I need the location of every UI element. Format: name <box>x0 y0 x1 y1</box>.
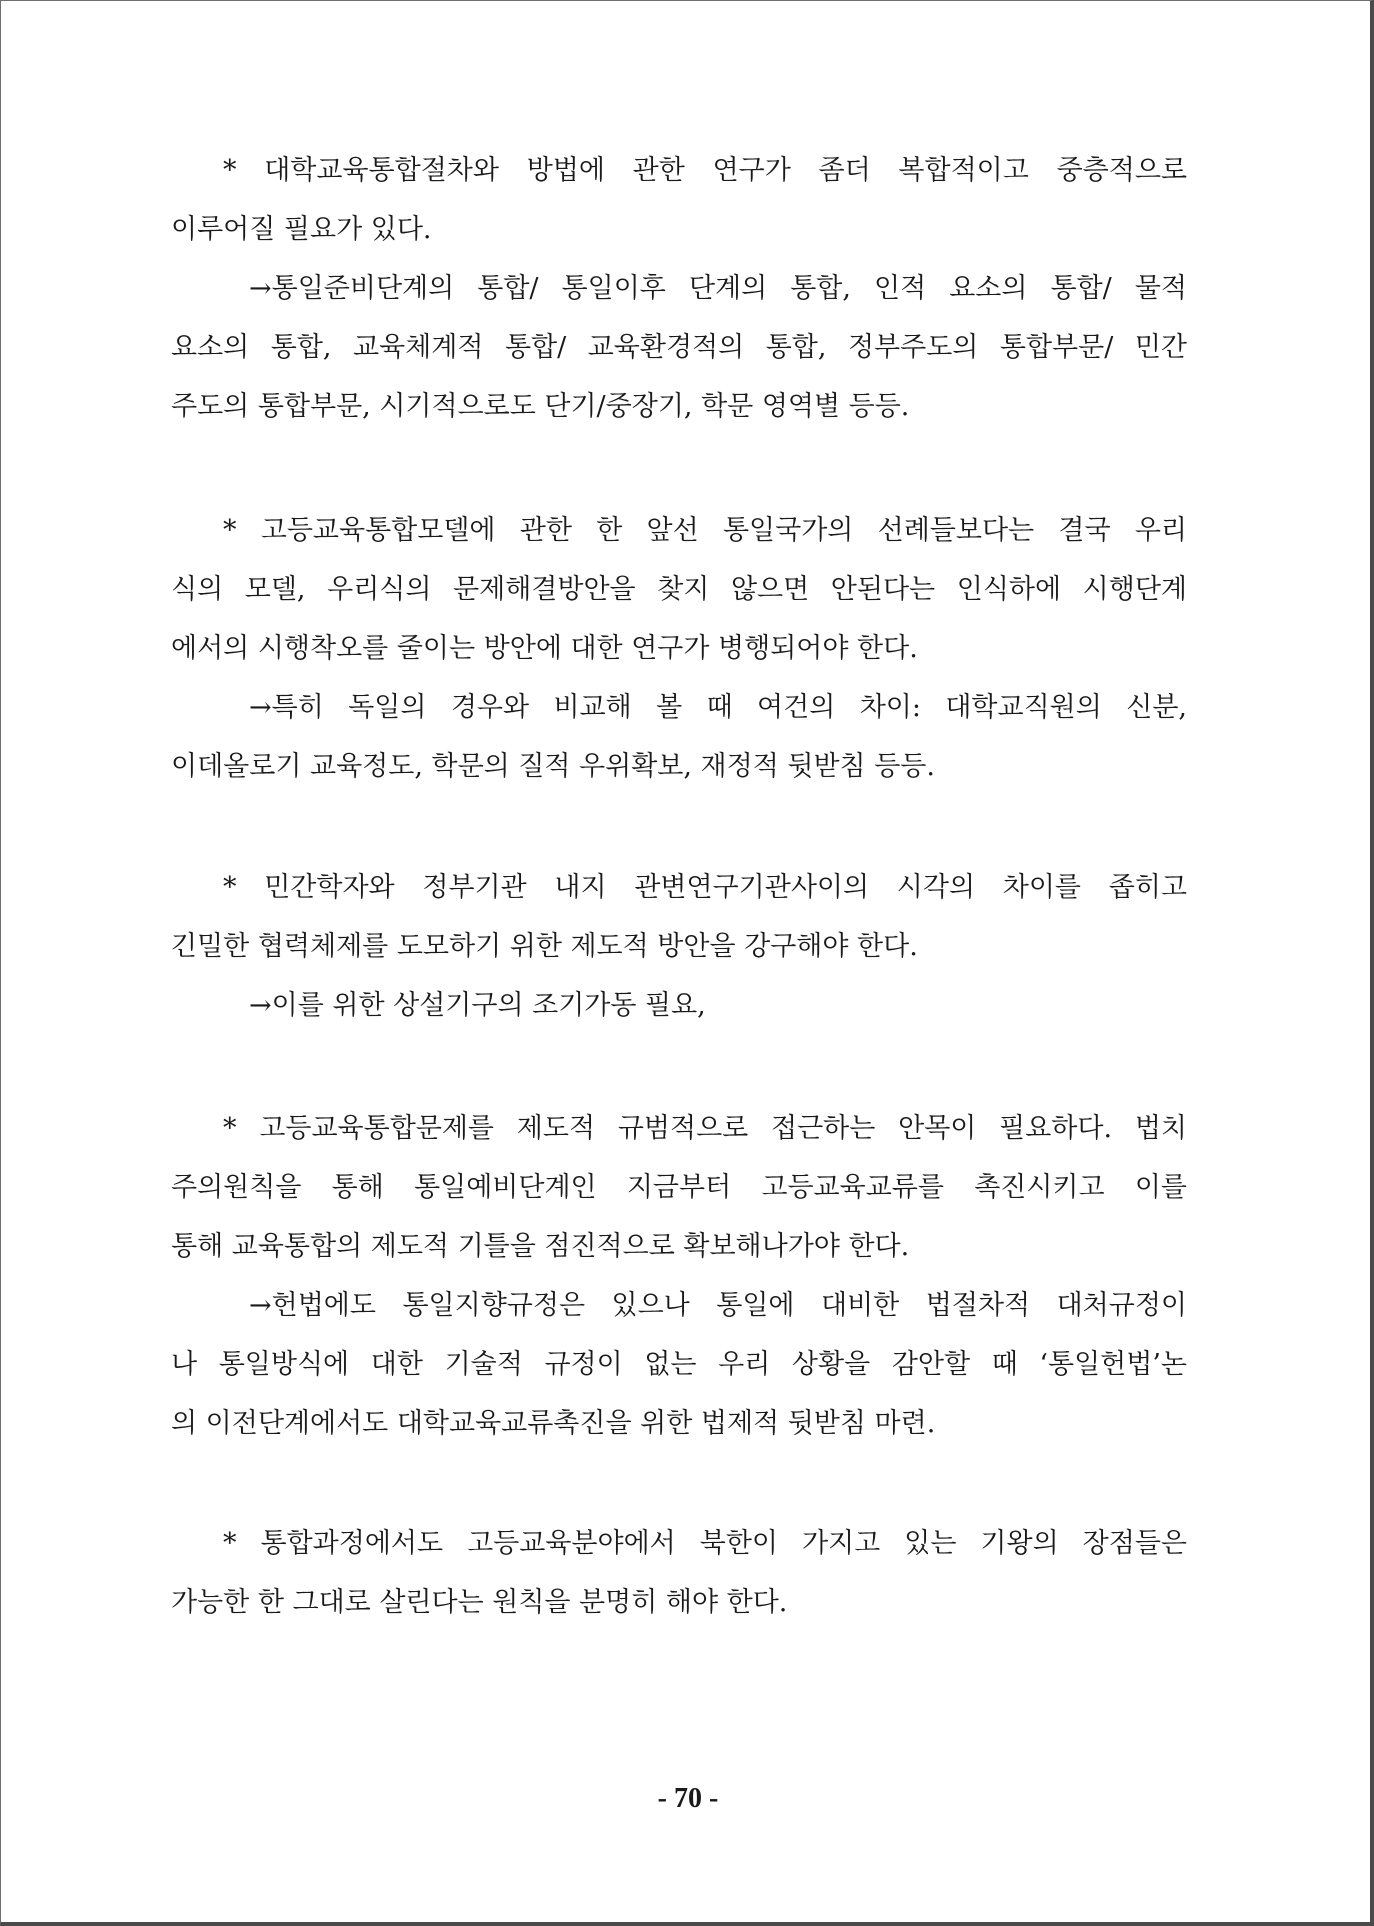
paragraph-2-line-3: 에서의 시행착오를 줄이는 방안에 대한 연구가 병행되어야 한다. <box>171 633 918 664</box>
paragraph-4-line-2: 주의원칙을 통해 통일예비단계인 지금부터 고등교육교류를 촉진시키고 이를 <box>171 1172 1187 1203</box>
paragraph-5-line-2: 가능한 한 그대로 살린다는 원칙을 분명히 해야 한다. <box>171 1587 788 1618</box>
paragraph-1-line-1: * 대학교육통합절차와 방법에 관한 연구가 좀더 복합적이고 중층적으로 <box>223 155 1187 186</box>
paragraph-2-line-1: * 고등교육통합모델에 관한 한 앞선 통일국가의 선례들보다는 결국 우리 <box>223 515 1187 546</box>
paragraph-4-arrow-line-1: →헌법에도 통일지향규정은 있으나 통일에 대비한 법절차적 대처규정이 <box>249 1290 1187 1321</box>
page-number: - 70 - <box>657 1783 719 1814</box>
paragraph-4-arrow-line-3: 의 이전단계에서도 대학교육교류촉진을 위한 법제적 뒷받침 마련. <box>171 1408 936 1439</box>
paragraph-3-line-2: 긴밀한 협력체제를 도모하기 위한 제도적 방안을 강구해야 한다. <box>171 931 918 962</box>
paragraph-2-arrow-line-2: 이데올로기 교육정도, 학문의 질적 우위확보, 재정적 뒷받침 등등. <box>171 751 935 782</box>
paragraph-5-line-1: * 통합과정에서도 고등교육분야에서 북한이 가지고 있는 기왕의 장점들은 <box>223 1528 1187 1559</box>
paragraph-1-line-2: 이루어질 필요가 있다. <box>171 214 432 245</box>
paragraph-1-arrow-line-1: →통일준비단계의 통합/ 통일이후 단계의 통합, 인적 요소의 통합/ 물적 <box>249 273 1187 304</box>
paragraph-1-arrow-line-2: 요소의 통합, 교육체계적 통합/ 교육환경적의 통합, 정부주도의 통합부문/ 민간 <box>171 332 1187 363</box>
paragraph-4-line-1: * 고등교육통합문제를 제도적 규범적으로 접근하는 안목이 필요하다. 법치 <box>223 1113 1187 1144</box>
paragraph-4-arrow-line-2: 나 통일방식에 대한 기술적 규정이 없는 우리 상황을 감안할 때 ‘통일헌법’논 <box>171 1349 1187 1380</box>
paragraph-1-arrow-line-3: 주도의 통합부문, 시기적으로도 단기/중장기, 학문 영역별 등등. <box>171 391 910 422</box>
paragraph-3-arrow-line-1: →이를 위한 상설기구의 조기가동 필요, <box>249 990 706 1021</box>
paragraph-3-line-1: * 민간학자와 정부기관 내지 관변연구기관사이의 시각의 차이를 좁히고 <box>223 872 1187 903</box>
paragraph-2-arrow-line-1: →특히 독일의 경우와 비교해 볼 때 여건의 차이: 대학교직원의 신분, <box>249 692 1187 723</box>
paragraph-4-line-3: 통해 교육통합의 제도적 기틀을 점진적으로 확보해나가야 한다. <box>171 1231 910 1262</box>
paragraph-2-line-2: 식의 모델, 우리식의 문제해결방안을 찾지 않으면 안된다는 인식하에 시행단계 <box>171 574 1187 605</box>
